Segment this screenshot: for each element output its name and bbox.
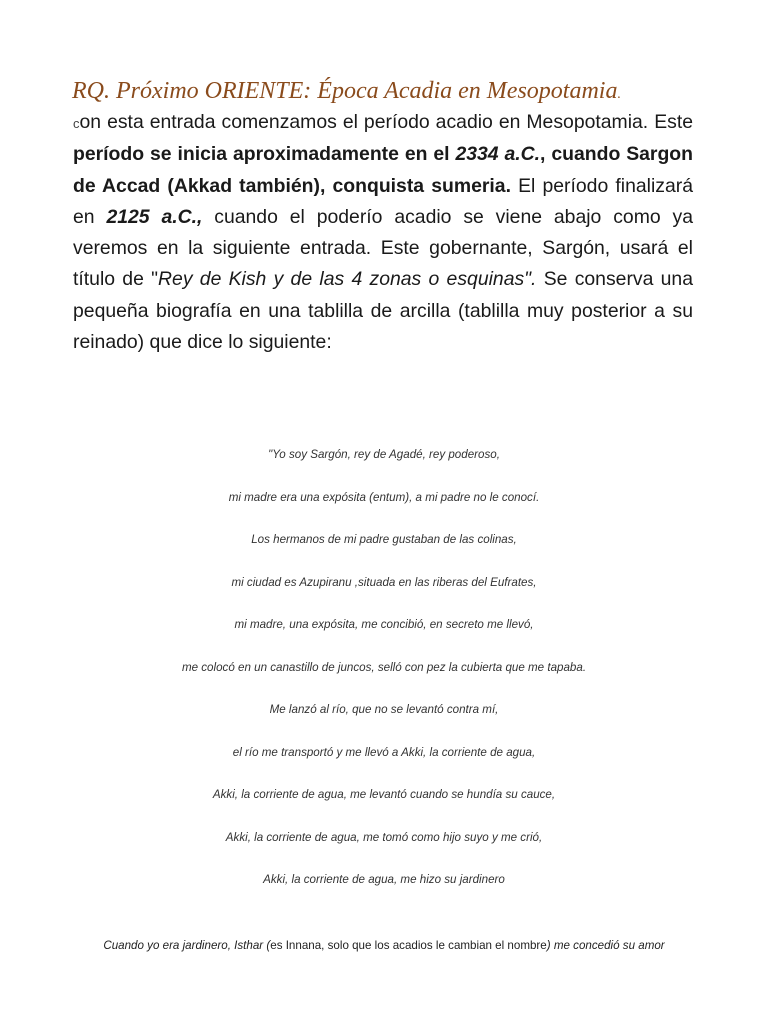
intro-title-quote: Rey de Kish y de las 4 zonas o esquinas". [158, 268, 537, 291]
intro-text-2: El período finalizará en [73, 174, 693, 228]
intro-initial: c [73, 116, 80, 131]
poem-line: Akki, la corriente de agua, me hizo su jardinero [263, 873, 505, 886]
intro-bold-1: período se inicia aproximadamente en el [73, 143, 456, 166]
intro-date-start: 2334 a.C. [455, 143, 541, 166]
poem-line: "Yo soy Sargón, rey de Agadé, rey poderoso, [268, 448, 500, 461]
closing-line [0, 936, 768, 956]
poem-line: me colocó en un canastillo de juncos, selló con pez la cubierta que me tapaba. [181, 660, 587, 674]
poem-block [0, 445, 768, 913]
closing-text-1: Cuando yo era jardinero, Isthar ( [103, 939, 271, 952]
title-period: . [617, 87, 621, 102]
closing-text-3: ) me concedió su amor [546, 939, 665, 952]
poem-line: mi madre era una expósita (entum), a mi padre no le conocí. [228, 490, 540, 504]
intro-text-3: cuando el poderío acadio se viene abajo como ya veremos en la siguiente entrada. Este gobernante, Sargón, usará el título de " [73, 205, 693, 291]
intro-paragraph [73, 107, 693, 358]
intro-text-1: on esta entrada comenzamos el período acadio en Mesopotamia. Este [79, 111, 693, 133]
title-text: RQ. Próximo ORIENTE: Época Acadia en Mesopotamia [72, 78, 618, 104]
intro-date-end: 2125 a.C., [106, 205, 203, 228]
poem-line: mi madre, una expósita, me concibió, en secreto me llevó, [234, 618, 534, 631]
poem-line: mi ciudad es Azupiranu ,situada en las riberas del Eufrates, [231, 575, 537, 589]
intro-bold-2: , cuando Sargon de Accad (Akkad también), conquista sumeria. [73, 143, 693, 197]
poem-line: Akki, la corriente de agua, me tomó como hijo suyo y me crió, [225, 830, 543, 844]
poem-line: Akki, la corriente de agua, me levantó cuando se hundía su cauce, [212, 788, 556, 801]
closing-text-2: es Innana, solo que los acadios le cambian el nombre [270, 939, 547, 952]
poem-line: Los hermanos de mi padre gustaban de las colinas, [251, 533, 517, 546]
poem-line: el río me transportó y me llevó a Akki, la corriente de agua, [232, 745, 536, 759]
poem-line: Me lanzó al río, que no se levantó contra mí, [269, 703, 499, 716]
intro-text-4: Se conserva una pequeña biografía en una tablilla de arcilla (tablilla muy posterior a su reinado) que dice lo siguiente: [73, 268, 694, 354]
